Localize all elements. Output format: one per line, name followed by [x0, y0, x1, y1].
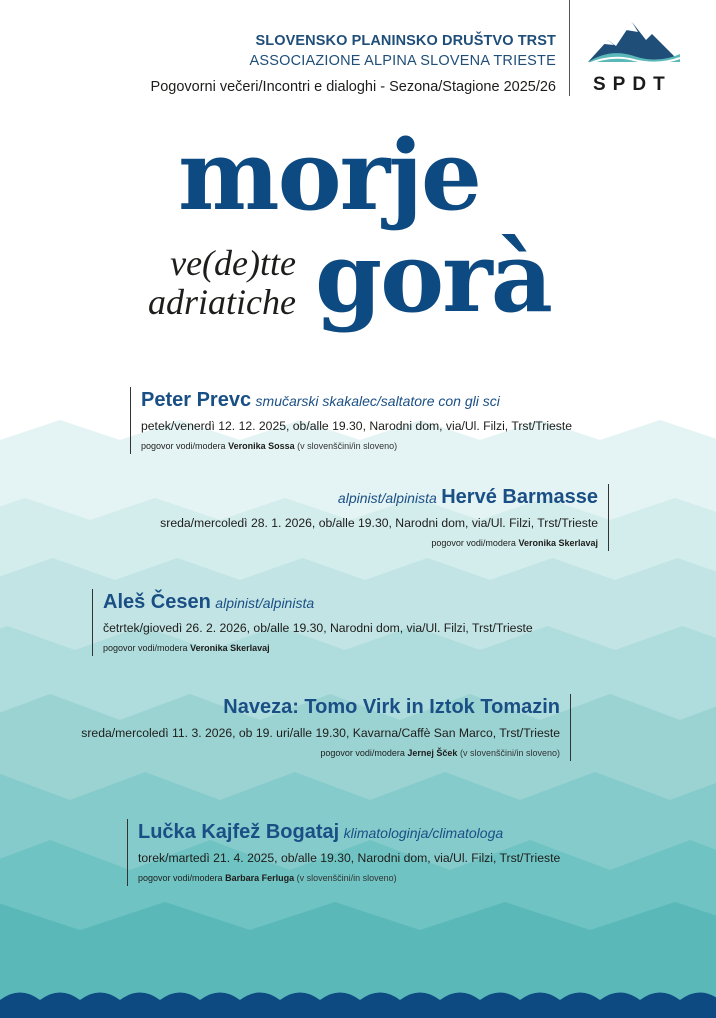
moderator-name: Veronika Skerlavaj: [190, 643, 270, 653]
event-ales-cesen: [92, 589, 533, 656]
moderator-name: Barbara Ferluga: [225, 873, 295, 883]
language-note: (v slovenščini/in sloveno): [297, 441, 398, 451]
event-role: alpinist/alpinista: [215, 595, 315, 611]
mountain-logo-icon: [586, 18, 682, 70]
moderator-name: Jernej Šček: [407, 748, 458, 758]
event-datetime-venue: petek/venerdì 12. 12. 2025, ob/alle 19.30, Narodni dom, via/Ul. Filzi, Trst/Trieste: [141, 419, 573, 433]
header-divider: [569, 0, 570, 96]
language-note: (v slovenščini/in sloveno): [296, 873, 397, 883]
org-name-slovene: SLOVENSKO PLANINSKO DRUŠTVO TRST: [255, 33, 556, 49]
moderator-prefix: pogovor vodi/modera: [431, 538, 516, 548]
event-role: alpinist/alpinista: [337, 490, 437, 506]
event-speaker: Lučka Kajfež Bogataj: [138, 821, 340, 843]
event-datetime-venue: torek/martedì 21. 4. 2025, ob/alle 19.30, Narodni dom, via/Ul. Filzi, Trst/Trieste: [138, 851, 561, 865]
organization-block: [249, 33, 556, 69]
event-moderator-line: [81, 745, 560, 761]
event-speaker: Peter Prevc: [141, 389, 252, 411]
title-gora: gorà: [315, 221, 551, 334]
moderator-prefix: pogovor vodi/modera: [141, 441, 226, 451]
org-name-italian: ASSOCIAZIONE ALPINA SLOVENA TRIESTE: [249, 53, 556, 69]
event-moderator-line: [138, 870, 560, 886]
moderator-prefix: pogovor vodi/modera: [103, 643, 188, 653]
event-moderator-line: [160, 535, 598, 551]
event-role: smučarski skakalec/saltatore con gli sci: [255, 393, 500, 409]
event-role: klimatologinja/climatologa: [343, 825, 504, 841]
title-morje: morje: [178, 119, 480, 232]
season-line: Pogovorni večeri/Incontri e dialoghi - Sezona/Stagione 2025/26: [150, 79, 556, 95]
moderator-name: Veronika Sossa: [228, 441, 295, 451]
subtitle-line-1: ve(de)tte: [170, 243, 296, 283]
moderator-prefix: pogovor vodi/modera: [138, 873, 223, 883]
subtitle-line-2: adriatiche: [148, 282, 296, 322]
language-note: (v slovenščini/in sloveno): [459, 748, 560, 758]
moderator-name: Veronika Skerlavaj: [518, 538, 598, 548]
event-datetime-venue: sreda/mercoledì 28. 1. 2026, ob/alle 19.30, Narodni dom, via/Ul. Filzi, Trst/Trieste: [160, 516, 598, 530]
event-moderator-line: [103, 640, 533, 656]
event-peter-prevc: [130, 387, 572, 454]
event-speaker: Naveza: Tomo Virk in Iztok Tomazin: [223, 696, 560, 718]
logo-text: SPDT: [593, 74, 672, 95]
event-datetime-venue: četrtek/giovedì 26. 2. 2026, ob/alle 19.30, Narodni dom, via/Ul. Filzi, Trst/Trieste: [103, 621, 533, 635]
event-lucka-kajfez-bogataj: [127, 819, 560, 886]
event-datetime-venue: sreda/mercoledì 11. 3. 2026, ob 19. uri/alle 19.30, Kavarna/Caffè San Marco, Trst/Trieste: [81, 726, 560, 740]
moderator-prefix: pogovor vodi/modera: [320, 748, 405, 758]
event-speaker: Hervé Barmasse: [441, 486, 598, 508]
event-speaker: Aleš Česen: [103, 591, 211, 613]
event-herve-barmasse: [160, 484, 609, 551]
event-moderator-line: [141, 438, 572, 454]
event-tomo-virk-iztok-tomazin: [81, 694, 571, 761]
